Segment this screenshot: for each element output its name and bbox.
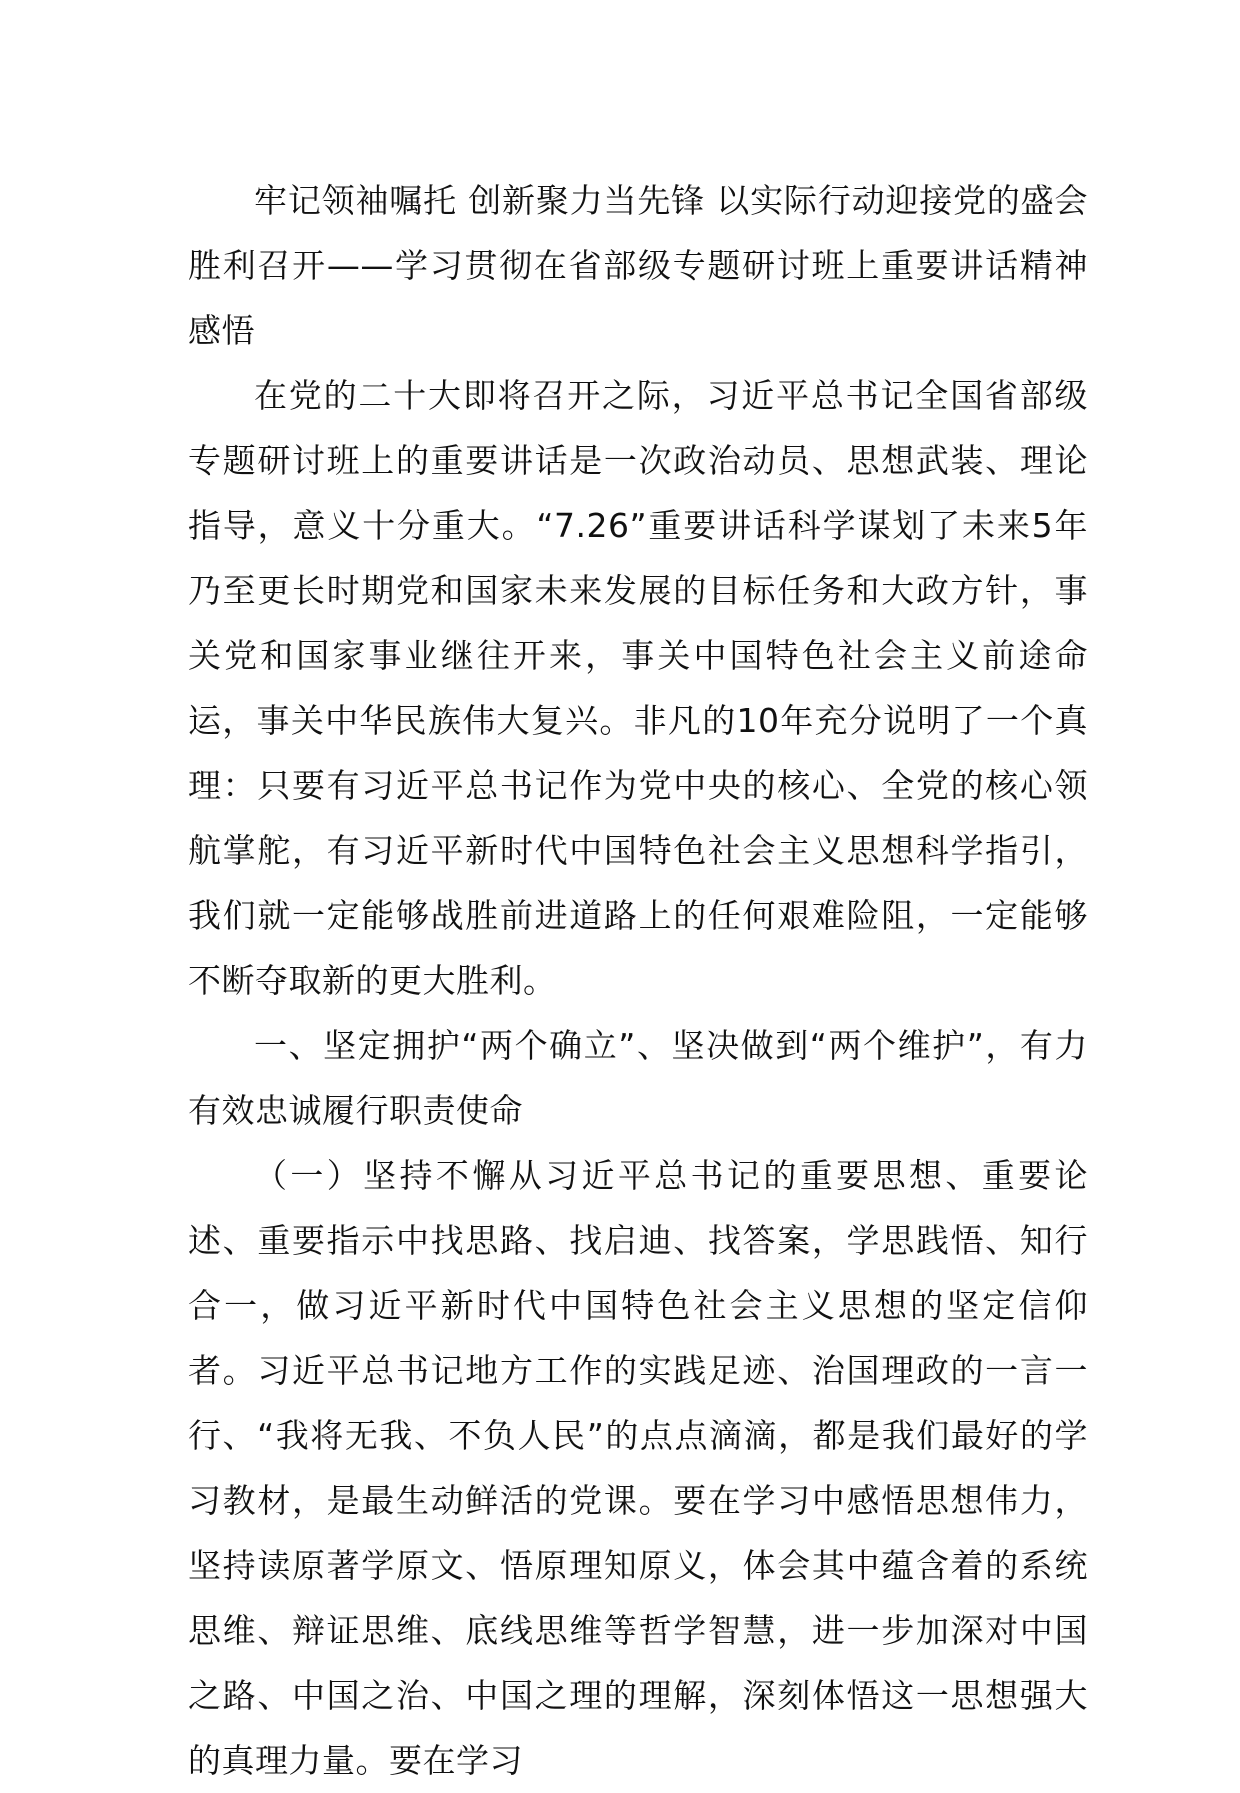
section-heading-one: 一、坚定拥护“两个确立”、坚决做到“两个维护”，有力有效忠诚履行职责使命 xyxy=(188,1026,1088,1130)
paragraph-subsection-one: （一）坚持不懈从习近平总书记的重要思想、重要论述、重要指示中找思路、找启迪、找答案，学思践悟、知行合一，做习近平新时代中国特色社会主义思想的坚定信仰者。习近平总书记地方工作的实践足迹、治国理政的一言一行、“我将无我、不负人民”的点点滴滴，都是我们最好的学习教材，是最生动鲜活的党课。要在学习中感悟思想伟力，坚持读原著学原文、悟原理知原义，体会其中蕴含着的系统思维、辩证思维、底线思维等哲学智慧，进一步加深对中国之路、中国之治、中国之理的理解，深刻体悟这一思想强大的真理力量。要在学习 xyxy=(188,1156,1088,1780)
document-title: 牢记领袖嘱托 创新聚力当先锋 以实际行动迎接党的盛会胜利召开——学习贯彻在省部级专题研讨班上重要讲话精神感悟 xyxy=(188,181,1088,350)
document-body xyxy=(188,168,1088,1793)
paragraph-intro: 在党的二十大即将召开之际，习近平总书记全国省部级专题研讨班上的重要讲话是一次政治动员、思想武装、理论指导，意义十分重大。“7.26”重要讲话科学谋划了未来5年乃至更长时期党和国家未来发展的目标任务和大政方针，事关党和国家事业继往开来，事关中国特色社会主义前途命运，事关中华民族伟大复兴。非凡的10年充分说明了一个真理：只要有习近平总书记作为党中央的核心、全党的核心领航掌舵，有习近平新时代中国特色社会主义思想科学指引，我们就一定能够战胜前进道路上的任何艰难险阻，一定能够不断夺取新的更大胜利。 xyxy=(188,376,1088,1000)
